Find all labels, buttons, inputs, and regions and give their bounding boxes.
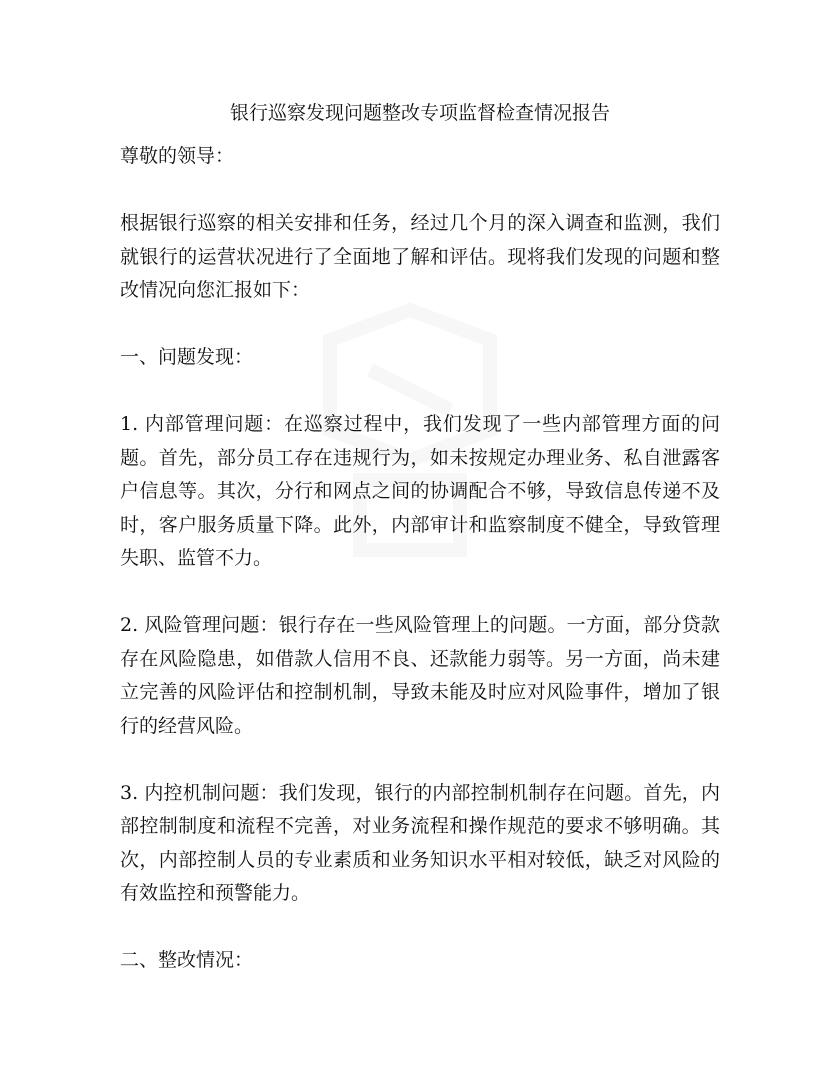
document-body [120, 98, 720, 978]
blank-line [120, 308, 720, 342]
section-heading-issues: 一、问题发现： [120, 346, 254, 368]
issue-item-risk-management: 2. 风险管理问题：银行存在一些风险管理上的问题。一方面，部分贷款存在风险隐患，如借款人信用不良、还款能力弱等。另一方面，尚未建立完善的风险评估和控制机制，导致未能及时应对风险事件，增加了银行的经营风险。 [120, 614, 720, 737]
issue-item-internal-control: 3. 内控机制问题：我们发现，银行的内部控制机制存在问题。首先，内部控制制度和流程不完善，对业务流程和操作规范的要求不够明确。其次，内部控制人员的专业素质和业务知识水平相对较低，缺乏对风险的有效监控和预警能力。 [120, 781, 720, 904]
document-title: 银行巡察发现问题整改专项监督检查情况报告 [229, 102, 610, 124]
blank-line [120, 911, 720, 945]
blank-line [120, 174, 720, 208]
blank-line [120, 576, 720, 610]
salutation: 尊敬的领导： [120, 145, 235, 167]
section-heading-rectification: 二、整改情况： [120, 949, 254, 971]
blank-line [120, 743, 720, 777]
intro-paragraph: 根据银行巡察的相关安排和任务，经过几个月的深入调查和监测，我们就银行的运营状况进行了全面地了解和评估。现将我们发现的问题和整改情况向您汇报如下： [120, 212, 720, 301]
blank-line [120, 375, 720, 409]
issue-item-internal-management: 1. 内部管理问题：在巡察过程中，我们发现了一些内部管理方面的问题。首先，部分员工存在违规行为，如未按规定办理业务、私自泄露客户信息等。其次，分行和网点之间的协调配合不够，导致信息传递不及时，客户服务质量下降。此外，内部审计和监察制度不健全，导致管理失职、监管不力。 [120, 413, 720, 569]
